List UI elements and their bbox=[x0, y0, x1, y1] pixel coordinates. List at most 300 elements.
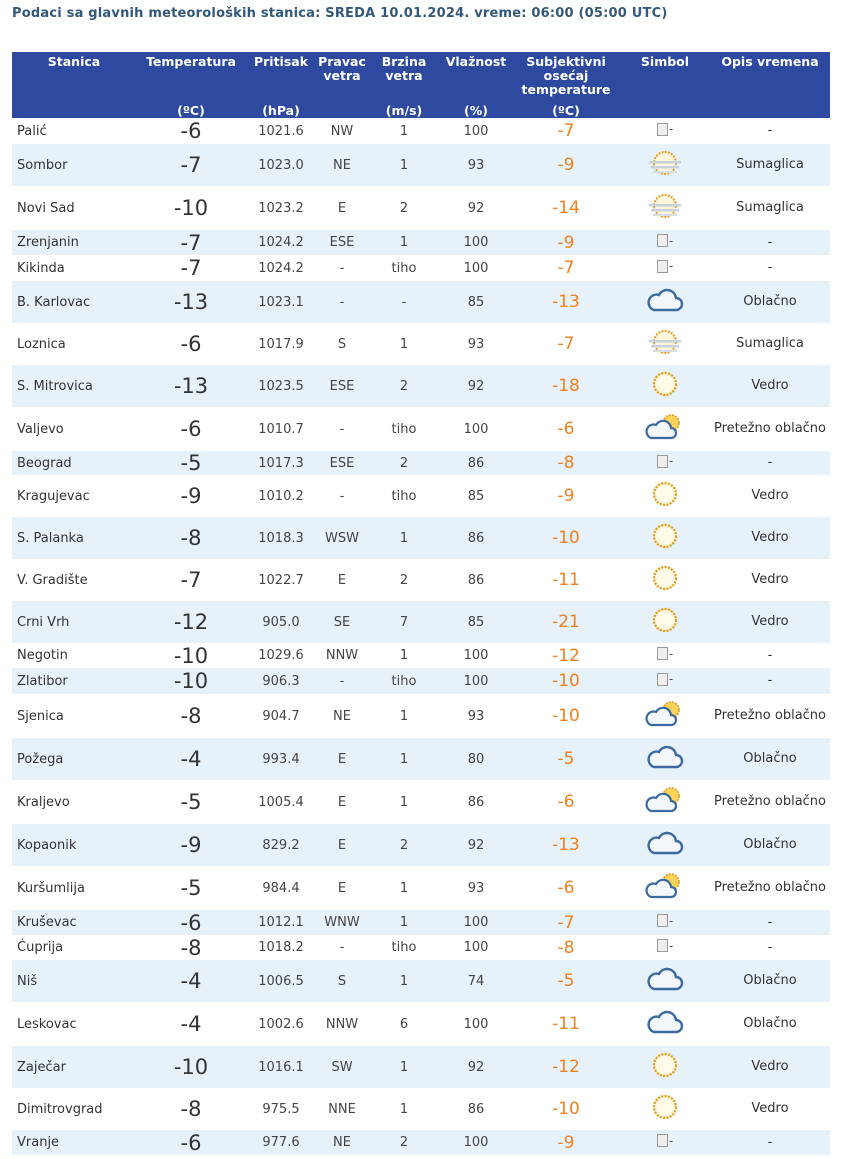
wind-direction-value: ESE bbox=[316, 365, 368, 407]
table-row bbox=[12, 643, 830, 668]
wind-direction-value: ESE bbox=[316, 230, 368, 255]
weather-symbol-cell bbox=[620, 780, 710, 824]
temperature-value: -4 bbox=[180, 1012, 202, 1036]
temperature-value: -9 bbox=[136, 824, 246, 866]
broken-image-icon: - bbox=[657, 234, 673, 252]
weather-symbol-cell bbox=[620, 118, 710, 144]
table-row bbox=[12, 738, 830, 780]
wind-direction-value: S bbox=[316, 960, 368, 1002]
station-name: Palić bbox=[17, 123, 47, 139]
temperature-value: -4 bbox=[136, 960, 246, 1002]
temperature-value: -13 bbox=[136, 281, 246, 323]
humidity-value: 100 bbox=[440, 1130, 512, 1155]
pressure-value: 1006.5 bbox=[246, 960, 316, 1002]
station-name: Zrenjanin bbox=[12, 230, 136, 255]
weather-symbol-cell bbox=[620, 365, 710, 407]
weather-description: - bbox=[767, 647, 773, 663]
humidity-value: 100 bbox=[440, 668, 512, 694]
table-row bbox=[12, 935, 830, 960]
pressure-value: 993.4 bbox=[246, 738, 316, 780]
weather-symbol-cell bbox=[620, 1046, 710, 1088]
feels-like-value: -7 bbox=[557, 334, 575, 354]
wind-direction-value: SE bbox=[316, 601, 368, 643]
wind-direction-value: NE bbox=[333, 708, 351, 724]
page-title: Podaci sa glavnih meteoroloških stanica: SREDA 10.01.2024. vreme: 06:00 (05:00 UTC) bbox=[12, 6, 668, 21]
wind-speed-value: 1 bbox=[368, 230, 440, 255]
pressure-value: 1005.4 bbox=[258, 794, 304, 810]
wind-direction-value: SW bbox=[316, 1046, 368, 1088]
broken-image-icon: - bbox=[657, 647, 673, 665]
humidity-value: 100 bbox=[463, 421, 489, 437]
pressure-value: 975.5 bbox=[262, 1101, 300, 1117]
wind-direction-value: E bbox=[337, 200, 347, 216]
wind-direction-value: WSW bbox=[316, 517, 368, 559]
pressure-value: 1018.2 bbox=[258, 940, 304, 955]
pressure-value: 1018.3 bbox=[246, 517, 316, 559]
weather-description: - bbox=[767, 260, 773, 275]
sun-icon bbox=[650, 479, 680, 513]
table-row bbox=[12, 601, 830, 643]
weather-symbol-cell bbox=[620, 407, 710, 451]
header-wind-speed: Brzina vetra (m/s) bbox=[368, 52, 440, 118]
table-row bbox=[12, 866, 830, 910]
pressure-value: 1023.5 bbox=[246, 365, 316, 407]
header-feels-like: Subjektivni osećaj temperature (ºC) bbox=[512, 52, 620, 118]
header-symbol: Simbol bbox=[620, 52, 710, 118]
feels-like-value: -9 bbox=[512, 1130, 620, 1155]
station-name: Negotin bbox=[17, 648, 68, 663]
table-row bbox=[12, 1046, 830, 1088]
wind-speed-value: tiho bbox=[368, 668, 440, 694]
weather-description: Vedro bbox=[751, 488, 789, 503]
weather-description: Pretežno oblačno bbox=[713, 421, 827, 436]
weather-symbol-cell bbox=[620, 281, 710, 323]
pressure-value: 984.4 bbox=[262, 880, 300, 896]
broken-image-icon: - bbox=[657, 914, 673, 932]
pressure-value: 1017.9 bbox=[258, 336, 304, 352]
weather-symbol-cell bbox=[620, 738, 710, 780]
station-name: Leskovac bbox=[17, 1016, 77, 1032]
table-row bbox=[12, 1088, 830, 1130]
wind-speed-value: 1 bbox=[368, 960, 440, 1002]
pressure-value: 829.2 bbox=[246, 824, 316, 866]
broken-image-icon: - bbox=[657, 1134, 673, 1152]
humidity-value: 93 bbox=[467, 708, 485, 724]
feels-like-value: -12 bbox=[552, 645, 580, 666]
cloud-icon bbox=[646, 1008, 684, 1040]
table-row bbox=[12, 323, 830, 365]
table-row bbox=[12, 475, 830, 517]
wind-direction-value: NNW bbox=[325, 648, 359, 663]
station-name: Loznica bbox=[17, 336, 66, 352]
humidity-value: 92 bbox=[440, 1046, 512, 1088]
wind-direction-value: ESE bbox=[316, 451, 368, 475]
station-name: Niš bbox=[12, 960, 136, 1002]
temperature-value: -10 bbox=[136, 1046, 246, 1088]
weather-description: - bbox=[767, 123, 773, 138]
weather-symbol-cell bbox=[620, 866, 710, 910]
weather-description: - bbox=[710, 910, 830, 935]
pressure-value: 1010.2 bbox=[258, 488, 304, 504]
weather-symbol-cell bbox=[620, 144, 710, 186]
weather-stations-table bbox=[12, 52, 830, 1155]
partly-cloudy-icon bbox=[645, 785, 685, 819]
feels-like-value: -7 bbox=[557, 258, 575, 278]
weather-description: Sumaglica bbox=[736, 200, 804, 215]
weather-description: Vedro bbox=[710, 601, 830, 643]
table-row bbox=[12, 230, 830, 255]
wind-direction-value: E bbox=[337, 880, 347, 896]
pressure-value: 1002.6 bbox=[258, 1016, 304, 1032]
temperature-value: -7 bbox=[136, 144, 246, 186]
feels-like-value: -11 bbox=[552, 570, 580, 590]
wind-speed-value: 1 bbox=[399, 648, 409, 663]
table-row bbox=[12, 144, 830, 186]
humidity-value: 86 bbox=[467, 572, 485, 588]
feels-like-value: -8 bbox=[557, 937, 575, 958]
humidity-value: 86 bbox=[440, 451, 512, 475]
weather-symbol-cell bbox=[620, 935, 710, 960]
pressure-value: 1023.1 bbox=[246, 281, 316, 323]
temperature-value: -13 bbox=[136, 365, 246, 407]
humidity-value: 100 bbox=[440, 910, 512, 935]
station-name: Kraljevo bbox=[17, 794, 70, 810]
humidity-value: 100 bbox=[463, 1016, 489, 1032]
wind-speed-value: - bbox=[368, 281, 440, 323]
feels-like-value: -10 bbox=[512, 517, 620, 559]
table-row bbox=[12, 451, 830, 475]
station-name: Kopaonik bbox=[12, 824, 136, 866]
humidity-value: 92 bbox=[440, 365, 512, 407]
table-row bbox=[12, 407, 830, 451]
table-row bbox=[12, 960, 830, 1002]
humidity-value: 92 bbox=[467, 200, 485, 216]
table-row bbox=[12, 780, 830, 824]
feels-like-value: -18 bbox=[512, 365, 620, 407]
table-row bbox=[12, 559, 830, 601]
station-name: Zlatibor bbox=[12, 668, 136, 694]
partly-cloudy-icon bbox=[645, 412, 685, 446]
station-name: Valjevo bbox=[17, 421, 64, 437]
feels-like-value: -13 bbox=[512, 824, 620, 866]
header-temperature: Temperatura (ºC) bbox=[136, 52, 246, 118]
pressure-value: 977.6 bbox=[246, 1130, 316, 1155]
feels-like-value: -12 bbox=[512, 1046, 620, 1088]
weather-symbol-cell bbox=[620, 824, 710, 866]
feels-like-value: -7 bbox=[512, 910, 620, 935]
wind-direction-value: E bbox=[337, 572, 347, 588]
wind-direction-value: E bbox=[316, 738, 368, 780]
wind-direction-value: - bbox=[316, 668, 368, 694]
wind-direction-value: NW bbox=[330, 123, 354, 139]
weather-symbol-cell bbox=[620, 1002, 710, 1046]
temperature-value: -4 bbox=[136, 738, 246, 780]
feels-like-value: -6 bbox=[557, 878, 575, 898]
weather-symbol-cell bbox=[620, 910, 710, 935]
pressure-value: 1022.7 bbox=[258, 572, 304, 588]
cloud-icon bbox=[646, 829, 684, 861]
weather-symbol-cell bbox=[620, 601, 710, 643]
wind-speed-value: 1 bbox=[399, 880, 409, 896]
feels-like-value: -14 bbox=[552, 198, 580, 218]
feels-like-value: -21 bbox=[512, 601, 620, 643]
wind-speed-value: 2 bbox=[368, 451, 440, 475]
wind-speed-value: 2 bbox=[399, 200, 409, 216]
temperature-value: -7 bbox=[180, 568, 202, 592]
weather-symbol-cell bbox=[620, 186, 710, 230]
station-name: V. Gradište bbox=[17, 572, 88, 588]
pressure-value: 905.0 bbox=[246, 601, 316, 643]
wind-speed-value: 2 bbox=[368, 1130, 440, 1155]
pressure-value: 1023.0 bbox=[246, 144, 316, 186]
pressure-value: 1024.2 bbox=[258, 260, 304, 276]
wind-direction-value: NE bbox=[316, 144, 368, 186]
weather-description: Vedro bbox=[751, 1101, 789, 1116]
station-name: Beograd bbox=[12, 451, 136, 475]
temperature-value: -10 bbox=[173, 643, 209, 668]
feels-like-value: -10 bbox=[512, 668, 620, 694]
humidity-value: 93 bbox=[440, 144, 512, 186]
wind-speed-value: 1 bbox=[368, 1046, 440, 1088]
cloud-icon bbox=[646, 286, 684, 318]
broken-image-icon: - bbox=[657, 939, 673, 957]
weather-description: Vedro bbox=[710, 517, 830, 559]
weather-description: - bbox=[710, 668, 830, 694]
pressure-value: 1012.1 bbox=[246, 910, 316, 935]
table-row bbox=[12, 118, 830, 144]
wind-speed-value: 1 bbox=[368, 517, 440, 559]
wind-direction-value: NNE bbox=[328, 1101, 356, 1117]
temperature-value: -8 bbox=[180, 704, 202, 728]
station-name: Novi Sad bbox=[17, 200, 75, 216]
feels-like-value: -10 bbox=[552, 1099, 580, 1119]
wind-speed-value: 7 bbox=[368, 601, 440, 643]
header-station: Stanica bbox=[12, 52, 136, 118]
weather-symbol-cell bbox=[620, 960, 710, 1002]
weather-description: - bbox=[710, 230, 830, 255]
station-name: B. Karlovac bbox=[12, 281, 136, 323]
weather-description: Oblačno bbox=[710, 824, 830, 866]
humidity-value: 100 bbox=[463, 260, 489, 276]
station-name: Kragujevac bbox=[17, 488, 90, 504]
feels-like-value: -9 bbox=[512, 230, 620, 255]
table-row bbox=[12, 824, 830, 866]
wind-speed-value: 1 bbox=[368, 910, 440, 935]
temperature-value: -8 bbox=[136, 517, 246, 559]
table-body bbox=[12, 118, 830, 1155]
wind-speed-value: 1 bbox=[399, 336, 409, 352]
partly-cloudy-icon bbox=[645, 871, 685, 905]
table-row bbox=[12, 186, 830, 230]
mist-icon bbox=[647, 148, 683, 182]
temperature-value: -8 bbox=[180, 1097, 202, 1121]
weather-description: Vedro bbox=[751, 572, 789, 587]
temperature-value: -9 bbox=[180, 484, 202, 508]
pressure-value: 1023.2 bbox=[258, 200, 304, 216]
cloud-icon bbox=[646, 743, 684, 775]
station-name: Ćuprija bbox=[17, 940, 64, 955]
mist-icon bbox=[647, 327, 683, 361]
humidity-value: 100 bbox=[463, 123, 489, 139]
temperature-value: -7 bbox=[180, 256, 202, 280]
humidity-value: 100 bbox=[463, 940, 489, 955]
table-row bbox=[12, 517, 830, 559]
temperature-value: -10 bbox=[173, 196, 209, 220]
wind-direction-value: - bbox=[339, 260, 345, 276]
weather-description: Oblačno bbox=[710, 738, 830, 780]
station-name: S. Palanka bbox=[12, 517, 136, 559]
wind-direction-value: WNW bbox=[316, 910, 368, 935]
weather-description: Oblačno bbox=[743, 1016, 797, 1031]
station-name: S. Mitrovica bbox=[12, 365, 136, 407]
weather-description: Pretežno oblačno bbox=[713, 708, 827, 723]
sun-icon bbox=[650, 369, 680, 403]
wind-direction-value: - bbox=[316, 281, 368, 323]
humidity-value: 85 bbox=[440, 281, 512, 323]
humidity-value: 86 bbox=[467, 794, 485, 810]
weather-symbol-cell bbox=[620, 255, 710, 281]
table-row bbox=[12, 910, 830, 935]
humidity-value: 93 bbox=[467, 880, 485, 896]
humidity-value: 93 bbox=[467, 336, 485, 352]
temperature-value: -12 bbox=[136, 601, 246, 643]
wind-direction-value: E bbox=[316, 824, 368, 866]
wind-speed-value: 1 bbox=[368, 738, 440, 780]
table-row bbox=[12, 694, 830, 738]
temperature-value: -6 bbox=[180, 119, 202, 143]
humidity-value: 86 bbox=[467, 1101, 485, 1117]
feels-like-value: -9 bbox=[557, 486, 575, 506]
station-name: Vranje bbox=[12, 1130, 136, 1155]
humidity-value: 86 bbox=[440, 517, 512, 559]
humidity-value: 80 bbox=[440, 738, 512, 780]
broken-image-icon: - bbox=[657, 122, 673, 140]
weather-symbol-cell bbox=[620, 230, 710, 255]
humidity-value: 100 bbox=[440, 230, 512, 255]
sun-icon bbox=[650, 1092, 680, 1126]
weather-symbol-cell bbox=[620, 517, 710, 559]
sun-icon bbox=[650, 521, 680, 555]
station-name: Kuršumlija bbox=[17, 880, 85, 896]
temperature-value: -7 bbox=[136, 230, 246, 255]
temperature-value: -6 bbox=[180, 332, 202, 356]
temperature-value: -8 bbox=[180, 935, 202, 960]
weather-description: Sumaglica bbox=[710, 144, 830, 186]
wind-speed-value: 2 bbox=[399, 572, 409, 588]
temperature-value: -5 bbox=[180, 790, 202, 814]
station-name: Zaječar bbox=[12, 1046, 136, 1088]
table-header-row bbox=[12, 52, 830, 118]
weather-description: - bbox=[710, 1130, 830, 1155]
feels-like-value: -6 bbox=[557, 419, 575, 439]
feels-like-value: -5 bbox=[512, 738, 620, 780]
pressure-value: 1017.3 bbox=[246, 451, 316, 475]
weather-symbol-cell bbox=[620, 451, 710, 475]
temperature-value: -10 bbox=[136, 668, 246, 694]
humidity-value: 74 bbox=[440, 960, 512, 1002]
cloud-icon bbox=[646, 965, 684, 997]
feels-like-value: -8 bbox=[512, 451, 620, 475]
wind-speed-value: tiho bbox=[391, 260, 417, 276]
sun-icon bbox=[650, 1050, 680, 1084]
weather-symbol-cell bbox=[620, 559, 710, 601]
pressure-value: 1021.6 bbox=[258, 123, 304, 139]
table-row bbox=[12, 1002, 830, 1046]
sun-icon bbox=[650, 563, 680, 597]
header-pressure: Pritisak (hPa) bbox=[246, 52, 316, 118]
wind-speed-value: tiho bbox=[391, 421, 417, 437]
weather-description: Pretežno oblačno bbox=[713, 794, 827, 809]
station-name: Kruševac bbox=[12, 910, 136, 935]
weather-symbol-cell bbox=[620, 475, 710, 517]
weather-description: Oblačno bbox=[710, 281, 830, 323]
weather-description: Sumaglica bbox=[736, 336, 804, 351]
station-name: Požega bbox=[12, 738, 136, 780]
weather-description: Pretežno oblačno bbox=[713, 880, 827, 895]
temperature-value: -5 bbox=[136, 451, 246, 475]
partly-cloudy-icon bbox=[645, 699, 685, 733]
pressure-value: 1029.6 bbox=[258, 648, 304, 663]
wind-speed-value: 1 bbox=[399, 1101, 409, 1117]
feels-like-value: -13 bbox=[512, 281, 620, 323]
wind-speed-value: 1 bbox=[368, 144, 440, 186]
table-row bbox=[12, 668, 830, 694]
feels-like-value: -11 bbox=[552, 1014, 580, 1034]
weather-description: Oblačno bbox=[710, 960, 830, 1002]
station-name: Sjenica bbox=[17, 708, 64, 724]
wind-speed-value: 1 bbox=[399, 794, 409, 810]
pressure-value: 1016.1 bbox=[246, 1046, 316, 1088]
weather-symbol-cell bbox=[620, 643, 710, 668]
pressure-value: 1024.2 bbox=[246, 230, 316, 255]
weather-symbol-cell bbox=[620, 1130, 710, 1155]
broken-image-icon: - bbox=[657, 454, 673, 472]
pressure-value: 904.7 bbox=[262, 708, 300, 724]
humidity-value: 92 bbox=[440, 824, 512, 866]
header-description: Opis vremena bbox=[710, 52, 830, 118]
weather-symbol-cell bbox=[620, 323, 710, 365]
humidity-value: 85 bbox=[440, 601, 512, 643]
wind-direction-value: - bbox=[339, 421, 345, 437]
weather-description: - bbox=[710, 451, 830, 475]
temperature-value: -6 bbox=[136, 1130, 246, 1155]
wind-speed-value: tiho bbox=[391, 488, 417, 504]
temperature-value: -5 bbox=[180, 876, 202, 900]
feels-like-value: -5 bbox=[512, 960, 620, 1002]
header-humidity: Vlažnost (%) bbox=[440, 52, 512, 118]
weather-symbol-cell bbox=[620, 694, 710, 738]
mist-icon bbox=[647, 191, 683, 225]
wind-direction-value: S bbox=[337, 336, 347, 352]
weather-description: - bbox=[767, 939, 773, 955]
station-name: Dimitrovgrad bbox=[17, 1101, 103, 1117]
wind-direction-value: - bbox=[339, 940, 345, 955]
wind-speed-value: tiho bbox=[391, 940, 417, 955]
pressure-value: 906.3 bbox=[246, 668, 316, 694]
wind-direction-value: NNW bbox=[325, 1016, 359, 1032]
station-name: Sombor bbox=[12, 144, 136, 186]
table-row bbox=[12, 365, 830, 407]
weather-symbol-cell bbox=[620, 1088, 710, 1130]
wind-direction-value: NE bbox=[316, 1130, 368, 1155]
wind-speed-value: 1 bbox=[399, 123, 409, 139]
broken-image-icon: - bbox=[657, 672, 673, 690]
table-row bbox=[12, 1130, 830, 1155]
wind-speed-value: 1 bbox=[399, 708, 409, 724]
feels-like-value: -7 bbox=[557, 121, 575, 141]
weather-description: Vedro bbox=[710, 1046, 830, 1088]
broken-image-icon: - bbox=[657, 259, 673, 277]
